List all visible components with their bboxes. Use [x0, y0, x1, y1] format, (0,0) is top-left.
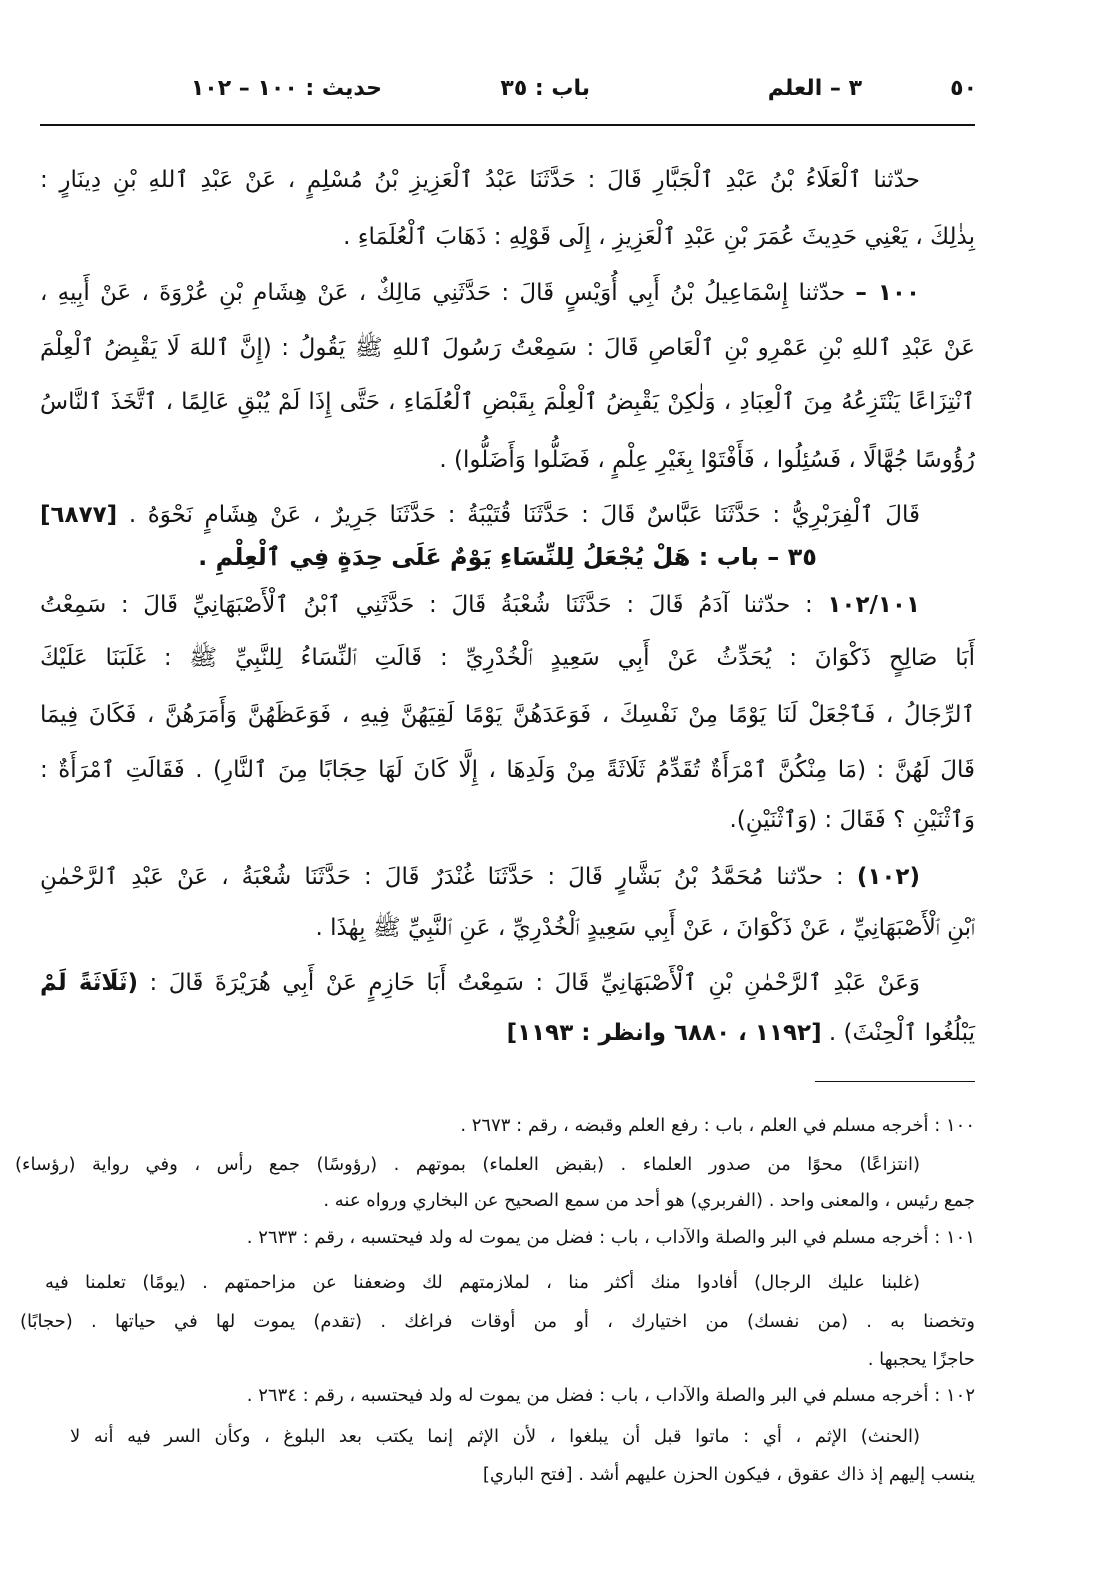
line-text: ٱنْتِزَاعًا يَنْتَزِعُهُ مِنَ ٱلْعِبَادِ ، وَلٰكِنْ يَقْبِضُ ٱلْعِلْمَ بِقَبْضِ ٱلْعُلَمَاءِ ، حَتَّى إِذَا لَمْ يُبْقِ عَالِمًا ، ٱتَّخَذَ ٱلنَّاسُ [40, 389, 975, 415]
book-title: ٣ – العلم [767, 76, 862, 101]
line-text: قَالَ لَهُنَّ : (مَا مِنْكُنَّ ٱمْرَأَةٌ تُقَدِّمُ ثَلَاثَةً مِنْ وَلَدِهَا ، إِلَّا كَانَ لَهَا حِجَابًا مِنَ ٱلنَّارِ) . فَقَالَتِ ٱمْرَأَةٌ : [40, 757, 975, 783]
line-text: أَبَا صَالِحٍ ذَكْوَانَ : يُحَدِّثُ عَنْ أَبِي سَعِيدٍ ٱلْخُدْرِيِّ : قَالَتِ ٱلنِّسَاءُ لِلنَّبِيِّ ﷺ : غَلَبَنَا عَلَيْكَ [40, 645, 975, 671]
hadith-number: ١٠٢/١٠١ [827, 592, 921, 618]
footnote-separator [815, 1081, 975, 1082]
line-text: حدّثنا ٱلْعَلَاءُ بْنُ عَبْدِ ٱلْجَبَّارِ قَالَ : حَدَّثَنَا عَبْدُ ٱلْعَزِيزِ بْنُ مُسْلِمٍ ، عَنْ عَبْدِ ٱللهِ بْنِ دِينَارٍ : [40, 167, 920, 193]
page-number: ٥٠ [950, 76, 977, 101]
text-line [40, 903, 975, 953]
line-text: وَعَنْ عَبْدِ ٱلرَّحْمٰنِ بْنِ ٱلْأَصْبَهَانِيِّ قَالَ : سَمِعْتُ أَبَا حَازِمٍ عَنْ أَبِي هُرَيْرَةَ قَالَ : [149, 970, 921, 996]
footnote-line [15, 1183, 975, 1219]
footnote-text: (الحنث) الإثم ، أي : ماتوا قبل أن يبلغوا ، لأن الإثم إنما يكتب بعد البلوغ ، وكأن السر فيه أنه لا [70, 1426, 920, 1447]
text-line [40, 155, 975, 205]
line-text: يَبْلُغُوا ٱلْحِنْثَ) . [828, 1020, 975, 1046]
chapter-heading-text: ٣٥ – باب : هَلْ يُجْعَلُ لِلنِّسَاءِ يَوْمٌ عَلَى حِدَةٍ فِي ٱلْعِلْمِ . [198, 543, 817, 571]
cross-reference: [١١٩٢ ، ٦٨٨٠ وانظر : ١١٩٣] [506, 1020, 822, 1046]
line-text: : حدّثنا مُحَمَّدُ بْنُ بَشَّارٍ قَالَ : حَدَّثَنَا غُنْدَرٌ قَالَ : حَدَّثَنَا شُعْبَةُ ، عَنْ عَبْدِ ٱلرَّحْمٰنِ [40, 864, 844, 890]
text-line [40, 795, 975, 845]
text-line [40, 852, 975, 902]
footnote-line [15, 1108, 975, 1144]
text-line [40, 580, 975, 630]
footnote-text: جمع رئيس ، والمعنى واحد . (الفربري) هو أحد من سمع الصحيح عن البخاري ورواه عنه . [323, 1190, 975, 1211]
text-line [40, 633, 975, 683]
footnote-line [45, 1265, 920, 1301]
footnote-line [15, 1378, 975, 1414]
line-text: حدّثنا إِسْمَاعِيلُ بْنُ أَبِي أُوَيْسٍ قَالَ : حَدَّثَنِي مَالِكٌ ، عَنْ هِشَامِ بْنِ عُرْوَةَ ، عَنْ أَبِيهِ ، [40, 280, 846, 306]
line-text: بِذٰلِكَ ، يَعْنِي حَدِيثَ عُمَرَ بْنِ عَبْدِ ٱلْعَزِيزِ ، إِلَى قَوْلِهِ : ذَهَابَ ٱلْعُلَمَاءِ . [343, 224, 975, 250]
footnote-line [15, 1220, 975, 1256]
chapter-heading [40, 532, 975, 582]
footnote-text: (انتزاعًا) محوًا من صدور العلماء . (بقبض العلماء) بموتهم . (رؤوسًا) جمع رأس ، وفي رواية (رؤساء) [15, 1154, 920, 1175]
line-text: قَالَ ٱلْفِرَبْرِيُّ : حَدَّثَنَا عَبَّاسٌ قَالَ : حَدَّثَنَا قُتَيْبَةُ : حَدَّثَنَا جَرِيرٌ ، عَنْ هِشَامٍ نَحْوَهُ . [128, 502, 921, 528]
line-text: ٱلرِّجَالُ ، فَٱجْعَلْ لَنَا يَوْمًا مِنْ نَفْسِكَ ، فَوَعَدَهُنَّ يَوْمًا لَقِيَهُنَّ فِيهِ ، فَوَعَظَهُنَّ وَأَمَرَهُنَّ ، فَكَانَ فِيمَا [40, 702, 975, 728]
line-text: ٱبْنِ ٱلْأَصْبَهَانِيِّ ، عَنْ ذَكْوَانَ ، عَنْ أَبِي سَعِيدٍ ٱلْخُدْرِيِّ ، عَنِ ٱلنَّبِيِّ ﷺ بِهٰذَا . [315, 915, 975, 941]
cross-reference: [٦٨٧٧] [40, 502, 118, 528]
footnote-text: (غلبنا عليك الرجال) أفادوا منك أكثر منا ، لملازمتهم لك وضعفنا عن مزاحمتهم . (يومًا) تعلمنا فيه [45, 1272, 920, 1293]
text-line [40, 958, 975, 1008]
footnote-number: ١٠٢ : [934, 1385, 975, 1406]
text-line [40, 690, 975, 740]
footnote-line [20, 1304, 975, 1340]
line-text: وَٱثْنَيْنِ ؟ فَقَالَ : (وَٱثْنَيْنِ). [729, 807, 975, 833]
footnote-text: حاجزًا يحجبها . [867, 1349, 975, 1370]
footnote-line [15, 1147, 920, 1183]
hadith-range: حديث : ١٠٠ – ١٠٢ [190, 76, 382, 101]
footnote-text: أخرجه مسلم في البر والصلة والآداب ، باب : فضل من يموت له ولد فيحتسبه ، رقم : ٢٦٣٤ . [246, 1385, 929, 1406]
hadith-number: ١٠٠ – [855, 280, 920, 306]
footnote-text: أخرجه مسلم في العلم ، باب : رفع العلم وقبضه ، رقم : ٢٦٧٣ . [460, 1115, 929, 1136]
emphasis-text: (ثَلَاثَةً لَمْ [40, 970, 139, 996]
footnote-text: أخرجه مسلم في البر والصلة والآداب ، باب : فضل من يموت له ولد فيحتسبه ، رقم : ٢٦٣٣ . [246, 1227, 929, 1248]
text-line [40, 323, 975, 373]
text-line [40, 212, 975, 262]
header-rule [40, 124, 975, 126]
footnote-text: وتخصنا به . (من نفسك) من اختيارك ، أو من أوقات فراغك . (تقدم) يموت لها في حياتها . (حجابًا) [20, 1311, 975, 1332]
footnote-number: ١٠١ : [934, 1227, 975, 1248]
line-text: : حدّثنا آدَمُ قَالَ : حَدَّثَنَا شُعْبَةُ قَالَ : حَدَّثَنِي ٱبْنُ ٱلْأَصْبَهَانِيِّ قَالَ : سَمِعْتُ [40, 592, 813, 618]
text-line [40, 268, 975, 318]
text-line [40, 377, 975, 427]
line-text: رُؤُوسًا جُهَّالًا ، فَسُئِلُوا ، فَأَفْتَوْا بِغَيْرِ عِلْمٍ ، فَضَلُّوا وَأَضَلُّوا) . [439, 447, 975, 473]
text-line [40, 745, 975, 795]
footnote-text: ينسب إليهم إذ ذاك عقوق ، فيكون الحزن عليهم أشد . [فتح الباري] [482, 1464, 975, 1485]
footnote-line [15, 1457, 975, 1493]
text-line [40, 435, 975, 485]
footnote-line [70, 1419, 920, 1455]
chapter-label: باب : ٣٥ [500, 76, 590, 101]
line-text: عَنْ عَبْدِ ٱللهِ بْنِ عَمْرِو بْنِ ٱلْعَاصِ قَالَ : سَمِعْتُ رَسُولَ ٱللهِ ﷺ يَقُولُ : (إِنَّ ٱللهَ لَا يَقْبِضُ ٱلْعِلْمَ [40, 335, 975, 361]
text-line [40, 1008, 975, 1058]
footnote-number: ١٠٠ : [934, 1115, 975, 1136]
footnote-line [15, 1342, 975, 1378]
hadith-number: (١٠٢) [856, 864, 920, 890]
